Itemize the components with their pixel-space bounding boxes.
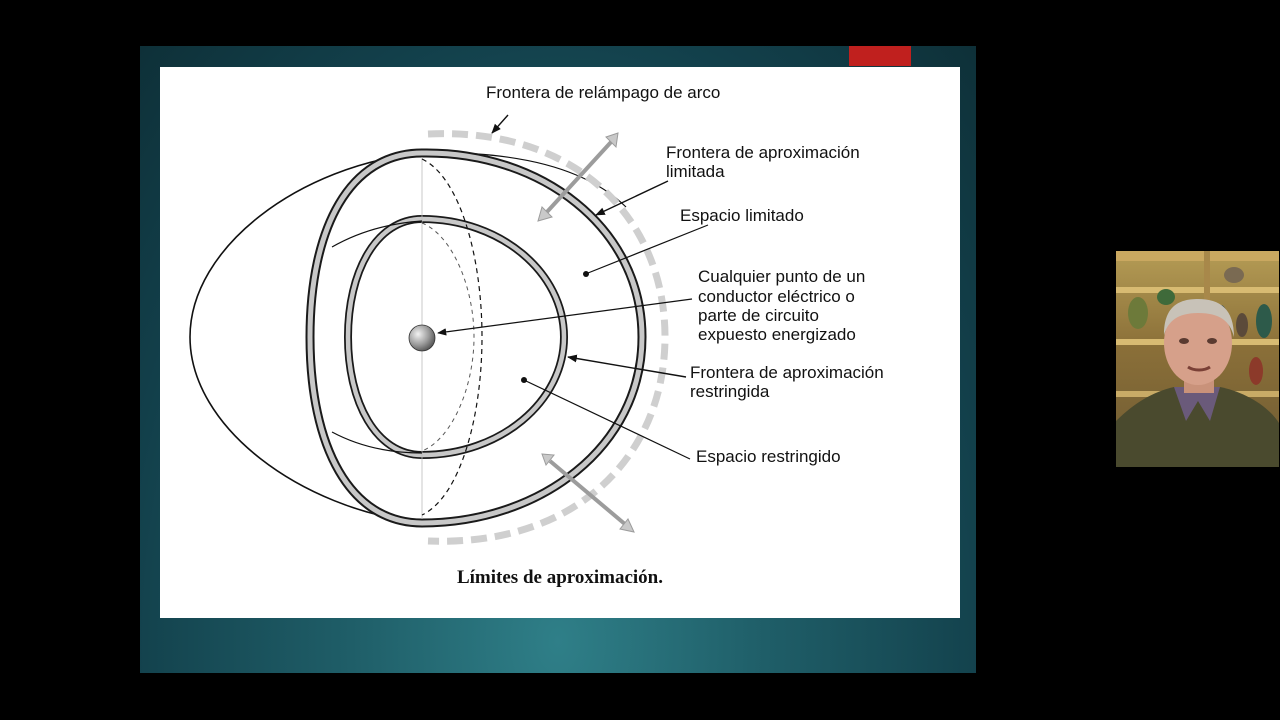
- presenter-video-icon: [1116, 251, 1279, 467]
- figure-caption: Límites de aproximación.: [456, 567, 663, 588]
- label-arc-flash-boundary: Frontera de relámpago de arco: [486, 83, 721, 102]
- restricted-approach-boundary-ring: [348, 219, 564, 455]
- presenter-webcam-feed: [1116, 251, 1279, 467]
- leader-restricted-boundary: [568, 357, 686, 377]
- restricted-space-dot: [521, 377, 527, 383]
- label-restricted-space: Espacio restringido: [696, 447, 841, 466]
- slide-accent-bar: [849, 46, 911, 66]
- limited-approach-boundary-ring: [310, 153, 642, 523]
- leader-limited-boundary: [596, 181, 668, 215]
- arc-flash-boundary-ring: [428, 134, 665, 542]
- leader-restricted-space: [526, 381, 690, 459]
- slide: [140, 46, 976, 673]
- label-limited-space: Espacio limitado: [680, 206, 804, 225]
- leader-arc-flash: [492, 115, 508, 133]
- limited-space-dot: [583, 271, 589, 277]
- approach-boundaries-figure: Frontera de relámpago de arco Frontera de aproximación limitada Espacio limitado Cualquier punto de un conductor eléctrico o parte de circuito expuesto energizado Frontera de aproximación restringida Espacio restringido Límites de aproximación.: [160, 67, 960, 618]
- energized-conductor-point: [409, 325, 435, 351]
